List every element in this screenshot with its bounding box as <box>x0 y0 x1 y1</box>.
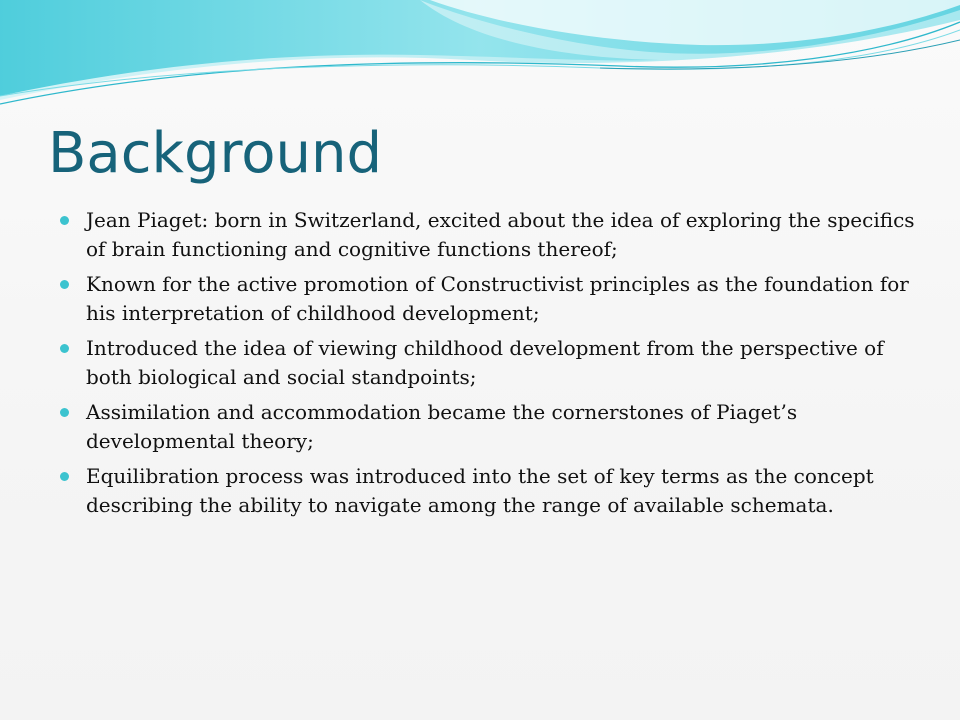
bullet-item <box>58 398 918 456</box>
bullet-item <box>58 270 918 328</box>
bullet-dot-icon <box>60 216 69 225</box>
bullet-text: Known for the active promotion of Constructivist principles as the foundation for his interpretation of childhood development; <box>86 272 909 325</box>
bullet-item <box>58 206 918 264</box>
bullet-text: Equilibration process was introduced into the set of key terms as the concept describing the ability to navigate among the range of available schemata. <box>86 464 874 517</box>
slide-title: Background <box>48 121 383 186</box>
bullet-text: Assimilation and accommodation became the cornerstones of Piaget’s developmental theory; <box>86 400 798 453</box>
decorative-wave-banner <box>0 0 960 120</box>
bullet-text: Introduced the idea of viewing childhood development from the perspective of both biological and social standpoints; <box>86 336 884 389</box>
bullet-text: Jean Piaget: born in Switzerland, excited about the idea of exploring the specifics of brain functioning and cognitive functions thereof; <box>86 208 915 261</box>
bullet-item <box>58 334 918 392</box>
bullet-dot-icon <box>60 408 69 417</box>
bullet-dot-icon <box>60 280 69 289</box>
bullet-item <box>58 462 918 520</box>
bullet-list <box>58 206 918 526</box>
bullet-dot-icon <box>60 472 69 481</box>
bullet-dot-icon <box>60 344 69 353</box>
